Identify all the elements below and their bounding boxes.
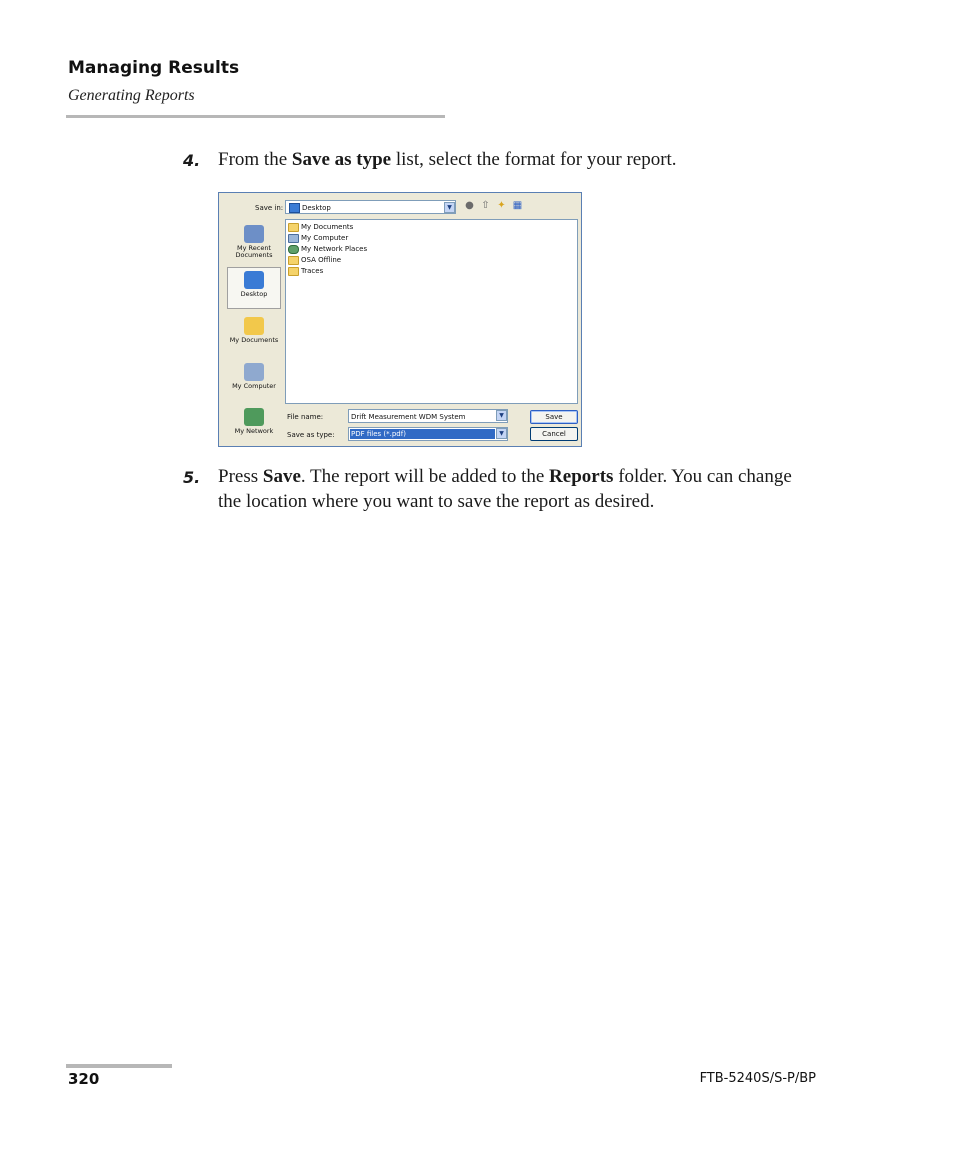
save-as-dialog (218, 192, 582, 447)
places-bar (224, 219, 284, 443)
my-network-icon (244, 408, 264, 426)
back-icon[interactable]: ● (465, 200, 474, 211)
save-in-label: Save in: (255, 204, 284, 212)
place-recent-documents[interactable] (227, 225, 281, 259)
place-my-network[interactable] (227, 408, 281, 435)
save-in-value: Desktop (302, 204, 331, 212)
dialog-toolbar (464, 200, 523, 211)
header-rule (66, 115, 445, 118)
save-in-dropdown-button[interactable]: ▼ (444, 202, 455, 213)
my-documents-icon (244, 317, 264, 335)
computer-icon (288, 234, 299, 243)
file-name-dropdown-button[interactable]: ▼ (496, 410, 507, 421)
place-label: My Network (234, 427, 274, 435)
save-in-combo[interactable] (285, 200, 456, 214)
product-model: FTB-5240S/S-P/BP (699, 1071, 816, 1086)
folder-icon (288, 223, 299, 232)
list-item[interactable]: OSA Offline (288, 255, 341, 265)
folder-icon (288, 267, 299, 276)
file-name-label: File name: (287, 413, 324, 421)
step-4-pre: From the (218, 149, 292, 170)
desktop-icon (289, 203, 300, 213)
desktop-place-icon (244, 271, 264, 289)
recent-documents-icon (244, 225, 264, 243)
cancel-button[interactable]: Cancel (530, 427, 578, 441)
place-label: My Recent Documents (235, 244, 273, 259)
my-computer-icon (244, 363, 264, 381)
step-4-number: 4. (183, 151, 201, 170)
file-name-value: Drift Measurement WDM System (351, 413, 466, 421)
page-number: 320 (68, 1070, 100, 1088)
list-item[interactable]: My Computer (288, 233, 348, 243)
step-4-bold: Save as type (291, 149, 392, 170)
place-label: My Computer (232, 382, 276, 390)
step-5-bold-reports: Reports (549, 466, 614, 487)
step-5-number: 5. (183, 468, 201, 487)
save-button[interactable]: Save (530, 410, 578, 424)
save-as-type-value: PDF files (*.pdf) (350, 429, 495, 439)
list-item[interactable]: Traces (288, 266, 323, 276)
up-folder-icon[interactable]: ⇧ (481, 200, 490, 211)
place-label: My Documents (229, 336, 279, 344)
step-5-mid: . The report will be added to the (300, 466, 550, 487)
file-list[interactable] (285, 219, 578, 404)
list-item[interactable]: My Documents (288, 222, 353, 232)
place-label: Desktop (240, 290, 268, 298)
footer-rule (66, 1064, 172, 1068)
save-as-type-select[interactable] (348, 427, 508, 441)
section-title: Managing Results (68, 58, 240, 78)
place-my-computer[interactable] (227, 363, 281, 390)
place-desktop[interactable] (227, 267, 281, 309)
step-5-pre: Press (218, 466, 263, 487)
step-5-text (218, 464, 798, 514)
save-as-type-dropdown-button[interactable]: ▼ (496, 428, 507, 439)
step-4-post: list, select the format for your report. (391, 149, 677, 170)
place-my-documents[interactable] (227, 317, 281, 344)
step-5-bold-save: Save (262, 466, 301, 487)
save-as-type-label: Save as type: (287, 431, 335, 439)
step-4-text (218, 147, 818, 172)
file-name-field[interactable] (348, 409, 508, 423)
views-menu-icon[interactable]: ▦ (512, 200, 523, 211)
step-5-post: folder. You can change the location where you want to save the report as desired. (218, 466, 792, 512)
folder-icon (288, 256, 299, 265)
section-subtitle: Generating Reports (68, 87, 195, 104)
network-icon (288, 245, 299, 254)
new-folder-icon[interactable]: ✦ (497, 200, 506, 211)
list-item[interactable]: My Network Places (288, 244, 367, 254)
